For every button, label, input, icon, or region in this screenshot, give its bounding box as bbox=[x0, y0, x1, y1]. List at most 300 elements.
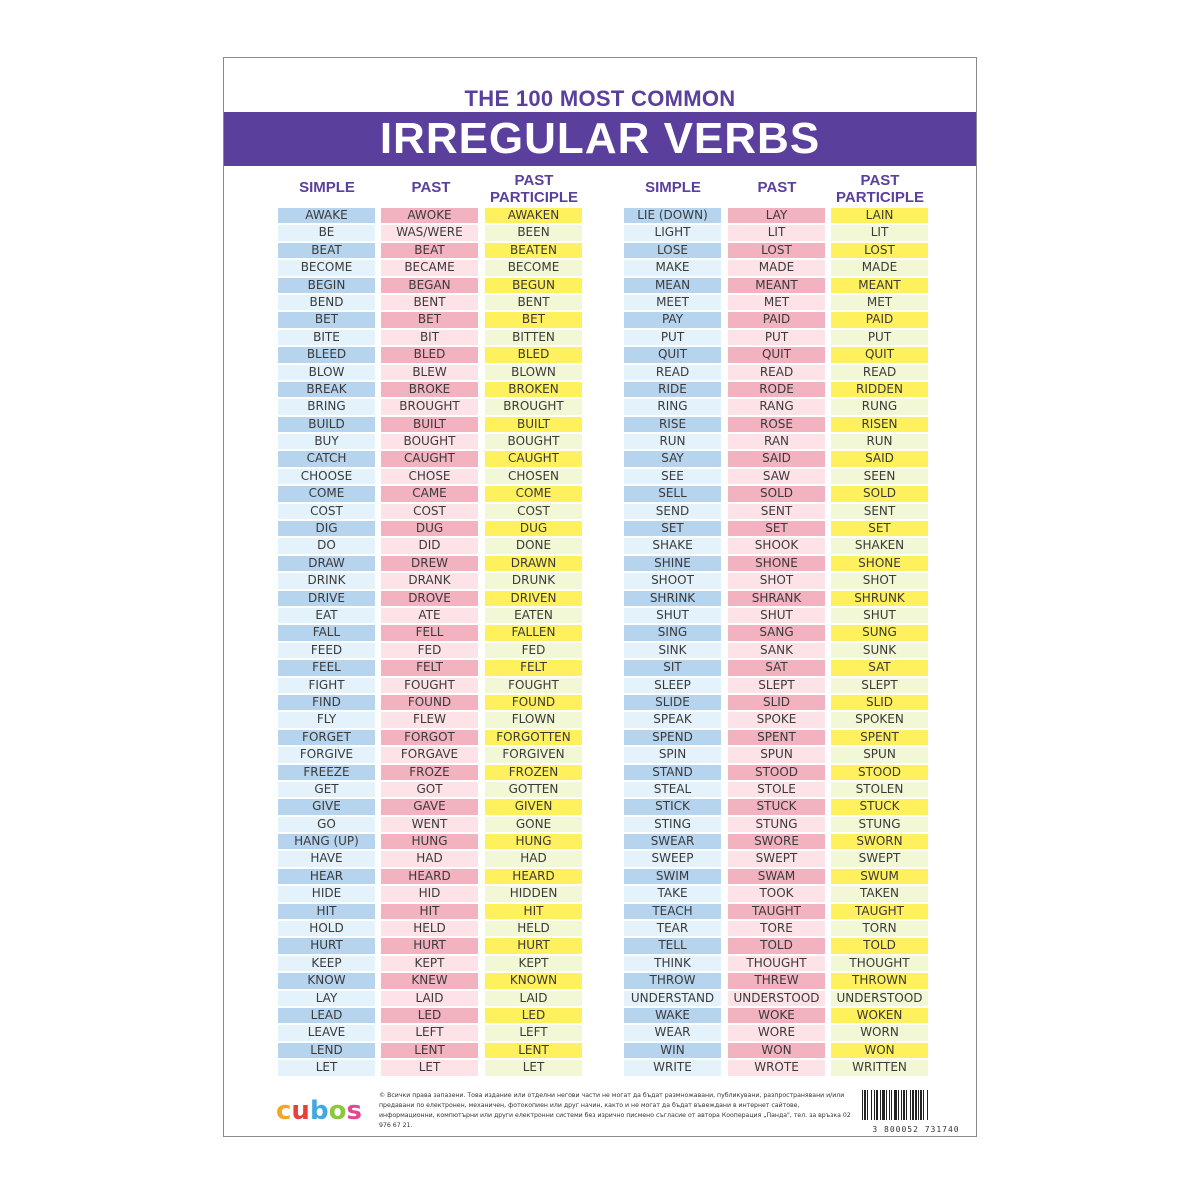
verb-simple-cell: RING bbox=[624, 399, 721, 414]
verb-past-cell: BOUGHT bbox=[381, 434, 478, 449]
verb-participle-cell: TORN bbox=[831, 921, 928, 936]
verb-participle-cell: HAD bbox=[485, 851, 582, 866]
verb-simple-cell: BEAT bbox=[278, 243, 375, 258]
verb-past-cell: LIT bbox=[728, 225, 825, 240]
logo-letter: o bbox=[328, 1096, 347, 1126]
barcode-bar bbox=[880, 1090, 881, 1120]
verb-simple-cell: EAT bbox=[278, 608, 375, 623]
verb-participle-cell: WRITTEN bbox=[831, 1060, 928, 1075]
verb-simple-cell: DRINK bbox=[278, 573, 375, 588]
verb-participle-cell: STOOD bbox=[831, 765, 928, 780]
verb-past-cell: BECAME bbox=[381, 260, 478, 275]
verb-past-cell: SLID bbox=[728, 695, 825, 710]
header-past-left: PAST bbox=[411, 179, 451, 196]
verb-participle-cell: GONE bbox=[485, 817, 582, 832]
verb-past-cell: SWORE bbox=[728, 834, 825, 849]
barcode-bar bbox=[906, 1090, 907, 1120]
verb-past-cell: DROVE bbox=[381, 591, 478, 606]
verb-past-cell: PUT bbox=[728, 330, 825, 345]
verb-past-cell: TOOK bbox=[728, 886, 825, 901]
verb-simple-cell: HIT bbox=[278, 904, 375, 919]
verb-simple-cell: KNOW bbox=[278, 973, 375, 988]
verb-simple-cell: DRIVE bbox=[278, 591, 375, 606]
verb-participle-cell: SUNG bbox=[831, 625, 928, 640]
header-simple-left: SIMPLE bbox=[299, 179, 355, 196]
copyright-text: © Всички права запазени. Това издание или отделни негови части не могат да бъдат размножавани, публикувани, разпространявани и/или предавани по електронен, механичен, фотокопиен или друг начин, както и не могат да бъдат въвеждани в интернет сайтове, информационни, компютърни или други електронни системи без изрично писмено съгласие от автора Кооперация „Панда", тел. за връзка 02 976 67 21. bbox=[379, 1092, 851, 1129]
verb-simple-cell: COST bbox=[278, 504, 375, 519]
header-participle-line2: PARTICIPLE bbox=[835, 189, 925, 206]
logo-letter: u bbox=[291, 1096, 310, 1126]
verb-simple-cell: GIVE bbox=[278, 799, 375, 814]
barcode-bar bbox=[898, 1090, 899, 1120]
logo-letter: b bbox=[309, 1096, 329, 1126]
barcode-bar bbox=[864, 1090, 866, 1120]
verb-past-cell: THOUGHT bbox=[728, 956, 825, 971]
verb-simple-cell: HIDE bbox=[278, 886, 375, 901]
verb-past-cell: LOST bbox=[728, 243, 825, 258]
column-simple-left bbox=[278, 208, 375, 1078]
verb-participle-cell: PUT bbox=[831, 330, 928, 345]
verb-past-cell: STOOD bbox=[728, 765, 825, 780]
verb-participle-cell: SHOT bbox=[831, 573, 928, 588]
verb-participle-cell: WOKEN bbox=[831, 1008, 928, 1023]
verb-past-cell: STUNG bbox=[728, 817, 825, 832]
header-past-right: PAST bbox=[757, 179, 797, 196]
verb-simple-cell: SLIDE bbox=[624, 695, 721, 710]
barcode-bar bbox=[889, 1090, 890, 1120]
verb-past-cell: SAT bbox=[728, 660, 825, 675]
verb-participle-cell: UNDERSTOOD bbox=[831, 991, 928, 1006]
verb-participle-cell: FELT bbox=[485, 660, 582, 675]
verb-participle-cell: GOTTEN bbox=[485, 782, 582, 797]
verb-simple-cell: SHINE bbox=[624, 556, 721, 571]
verb-participle-cell: BENT bbox=[485, 295, 582, 310]
verb-past-cell: BUILT bbox=[381, 417, 478, 432]
verb-simple-cell: FORGIVE bbox=[278, 747, 375, 762]
verb-simple-cell: DIG bbox=[278, 521, 375, 536]
verb-past-cell: RAN bbox=[728, 434, 825, 449]
verb-participle-cell: KNOWN bbox=[485, 973, 582, 988]
verb-simple-cell: SING bbox=[624, 625, 721, 640]
verb-simple-cell: LET bbox=[278, 1060, 375, 1075]
verb-past-cell: SWAM bbox=[728, 869, 825, 884]
verb-simple-cell: MAKE bbox=[624, 260, 721, 275]
poster bbox=[223, 57, 977, 1137]
verb-simple-cell: HAVE bbox=[278, 851, 375, 866]
verb-participle-cell: BLOWN bbox=[485, 365, 582, 380]
verb-participle-cell: DRIVEN bbox=[485, 591, 582, 606]
header-participle-line1: PAST bbox=[514, 172, 554, 189]
barcode-bar bbox=[874, 1090, 875, 1120]
verb-simple-cell: FIND bbox=[278, 695, 375, 710]
verb-past-cell: HAD bbox=[381, 851, 478, 866]
verb-participle-cell: RISEN bbox=[831, 417, 928, 432]
verb-participle-cell: BOUGHT bbox=[485, 434, 582, 449]
verb-past-cell: STUCK bbox=[728, 799, 825, 814]
verb-past-cell: RANG bbox=[728, 399, 825, 414]
barcode-bar bbox=[891, 1090, 892, 1120]
barcode-bar bbox=[876, 1090, 878, 1120]
verb-simple-cell: THROW bbox=[624, 973, 721, 988]
verb-simple-cell: FORGET bbox=[278, 730, 375, 745]
verb-simple-cell: HURT bbox=[278, 938, 375, 953]
verb-participle-cell: BEGUN bbox=[485, 278, 582, 293]
verb-simple-cell: WAKE bbox=[624, 1008, 721, 1023]
verb-simple-cell: READ bbox=[624, 365, 721, 380]
header-participle-left bbox=[486, 172, 582, 206]
verb-past-cell: MEANT bbox=[728, 278, 825, 293]
verb-past-cell: FOUGHT bbox=[381, 678, 478, 693]
verb-simple-cell: RIDE bbox=[624, 382, 721, 397]
verb-participle-cell: WON bbox=[831, 1043, 928, 1058]
verb-participle-cell: BEATEN bbox=[485, 243, 582, 258]
verb-participle-cell: DRAWN bbox=[485, 556, 582, 571]
verb-simple-cell: BUILD bbox=[278, 417, 375, 432]
verb-participle-cell: BECOME bbox=[485, 260, 582, 275]
verb-simple-cell: BUY bbox=[278, 434, 375, 449]
verb-past-cell: LED bbox=[381, 1008, 478, 1023]
verb-simple-cell: LEAD bbox=[278, 1008, 375, 1023]
verb-simple-cell: SHUT bbox=[624, 608, 721, 623]
verb-simple-cell: TELL bbox=[624, 938, 721, 953]
verb-participle-cell: FLOWN bbox=[485, 712, 582, 727]
verb-simple-cell: COME bbox=[278, 486, 375, 501]
column-participle-right bbox=[831, 208, 928, 1078]
verb-participle-cell: SUNK bbox=[831, 643, 928, 658]
verb-past-cell: DRANK bbox=[381, 573, 478, 588]
barcode-bar bbox=[912, 1090, 914, 1120]
verb-simple-cell: LEND bbox=[278, 1043, 375, 1058]
verb-past-cell: MADE bbox=[728, 260, 825, 275]
logo-letter: s bbox=[346, 1096, 362, 1126]
verb-simple-cell: SEND bbox=[624, 504, 721, 519]
verb-past-cell: UNDERSTOOD bbox=[728, 991, 825, 1006]
verb-simple-cell: GET bbox=[278, 782, 375, 797]
verb-simple-cell: STING bbox=[624, 817, 721, 832]
verb-participle-cell: MET bbox=[831, 295, 928, 310]
verb-simple-cell: LEAVE bbox=[278, 1025, 375, 1040]
verb-past-cell: AWOKE bbox=[381, 208, 478, 223]
verb-past-cell: ROSE bbox=[728, 417, 825, 432]
verb-past-cell: SHRANK bbox=[728, 591, 825, 606]
verb-participle-cell: LENT bbox=[485, 1043, 582, 1058]
verb-simple-cell: BLOW bbox=[278, 365, 375, 380]
verb-participle-cell: WORN bbox=[831, 1025, 928, 1040]
verb-simple-cell: FALL bbox=[278, 625, 375, 640]
verb-past-cell: KEPT bbox=[381, 956, 478, 971]
verb-participle-cell: STUNG bbox=[831, 817, 928, 832]
header-participle-right bbox=[832, 172, 928, 206]
verb-past-cell: WORE bbox=[728, 1025, 825, 1040]
verb-simple-cell: RISE bbox=[624, 417, 721, 432]
verb-simple-cell: BEGIN bbox=[278, 278, 375, 293]
column-simple-right bbox=[624, 208, 721, 1078]
verb-simple-cell: SHRINK bbox=[624, 591, 721, 606]
verb-participle-cell: LEFT bbox=[485, 1025, 582, 1040]
verb-past-cell: SPENT bbox=[728, 730, 825, 745]
verb-participle-cell: HIT bbox=[485, 904, 582, 919]
verb-simple-cell: BE bbox=[278, 225, 375, 240]
verb-participle-cell: BROKEN bbox=[485, 382, 582, 397]
verb-past-cell: WENT bbox=[381, 817, 478, 832]
verb-past-cell: SHOOK bbox=[728, 538, 825, 553]
verb-past-cell: FOUND bbox=[381, 695, 478, 710]
verb-participle-cell: COST bbox=[485, 504, 582, 519]
barcode-number: 3 800052 731740 bbox=[872, 1125, 960, 1134]
verb-simple-cell: MEAN bbox=[624, 278, 721, 293]
verb-past-cell: SANK bbox=[728, 643, 825, 658]
verb-past-cell: LENT bbox=[381, 1043, 478, 1058]
verb-participle-cell: LED bbox=[485, 1008, 582, 1023]
verb-participle-cell: TOLD bbox=[831, 938, 928, 953]
verb-participle-cell: THROWN bbox=[831, 973, 928, 988]
verb-simple-cell: SWEAR bbox=[624, 834, 721, 849]
header-simple-right: SIMPLE bbox=[645, 179, 701, 196]
verb-past-cell: LAID bbox=[381, 991, 478, 1006]
verb-simple-cell: BEND bbox=[278, 295, 375, 310]
title-bar bbox=[224, 112, 976, 166]
verb-participle-cell: SWUM bbox=[831, 869, 928, 884]
verb-simple-cell: FREEZE bbox=[278, 765, 375, 780]
verb-past-cell: HID bbox=[381, 886, 478, 901]
verb-simple-cell: STAND bbox=[624, 765, 721, 780]
verb-past-cell: DREW bbox=[381, 556, 478, 571]
verb-participle-cell: AWAKEN bbox=[485, 208, 582, 223]
verb-past-cell: FLEW bbox=[381, 712, 478, 727]
header-participle-line2: PARTICIPLE bbox=[489, 189, 579, 206]
verb-past-cell: TOLD bbox=[728, 938, 825, 953]
verb-simple-cell: SLEEP bbox=[624, 678, 721, 693]
verb-participle-cell: PAID bbox=[831, 312, 928, 327]
verb-participle-cell: READ bbox=[831, 365, 928, 380]
verb-past-cell: BIT bbox=[381, 330, 478, 345]
verb-simple-cell: SHOOT bbox=[624, 573, 721, 588]
verb-past-cell: SHOT bbox=[728, 573, 825, 588]
verb-simple-cell: TAKE bbox=[624, 886, 721, 901]
verb-past-cell: HEARD bbox=[381, 869, 478, 884]
column-participle-left bbox=[485, 208, 582, 1078]
verb-simple-cell: FIGHT bbox=[278, 678, 375, 693]
verb-past-cell: HUNG bbox=[381, 834, 478, 849]
barcode-bar bbox=[862, 1090, 863, 1120]
verb-simple-cell: SET bbox=[624, 521, 721, 536]
barcode-bar bbox=[923, 1090, 924, 1120]
verb-simple-cell: STEAL bbox=[624, 782, 721, 797]
verb-simple-cell: BITE bbox=[278, 330, 375, 345]
verb-participle-cell: KEPT bbox=[485, 956, 582, 971]
verb-simple-cell: RUN bbox=[624, 434, 721, 449]
verb-simple-cell: STICK bbox=[624, 799, 721, 814]
verb-past-cell: BEAT bbox=[381, 243, 478, 258]
verb-participle-cell: HIDDEN bbox=[485, 886, 582, 901]
verb-participle-cell: BEEN bbox=[485, 225, 582, 240]
logo-letter: c bbox=[276, 1096, 292, 1126]
verb-past-cell: THREW bbox=[728, 973, 825, 988]
verb-participle-cell: SHUT bbox=[831, 608, 928, 623]
verb-participle-cell: THOUGHT bbox=[831, 956, 928, 971]
verb-simple-cell: SEE bbox=[624, 469, 721, 484]
verb-participle-cell: EATEN bbox=[485, 608, 582, 623]
verb-past-cell: STOLE bbox=[728, 782, 825, 797]
verb-past-cell: SLEPT bbox=[728, 678, 825, 693]
verb-past-cell: ATE bbox=[381, 608, 478, 623]
verb-simple-cell: SPIN bbox=[624, 747, 721, 762]
verb-past-cell: QUIT bbox=[728, 347, 825, 362]
verb-simple-cell: LOSE bbox=[624, 243, 721, 258]
verb-simple-cell: FEEL bbox=[278, 660, 375, 675]
verb-simple-cell: HEAR bbox=[278, 869, 375, 884]
barcode-bar bbox=[867, 1090, 868, 1120]
verb-simple-cell: SIT bbox=[624, 660, 721, 675]
verb-participle-cell: HELD bbox=[485, 921, 582, 936]
verb-participle-cell: SPENT bbox=[831, 730, 928, 745]
verb-participle-cell: FROZEN bbox=[485, 765, 582, 780]
verb-participle-cell: BUILT bbox=[485, 417, 582, 432]
verb-participle-cell: LIT bbox=[831, 225, 928, 240]
verb-past-cell: SPOKE bbox=[728, 712, 825, 727]
verb-past-cell: BLEW bbox=[381, 365, 478, 380]
verb-participle-cell: SHONE bbox=[831, 556, 928, 571]
verb-past-cell: HURT bbox=[381, 938, 478, 953]
verb-past-cell: SAID bbox=[728, 451, 825, 466]
verb-simple-cell: FEED bbox=[278, 643, 375, 658]
verb-past-cell: BET bbox=[381, 312, 478, 327]
verb-participle-cell: CAUGHT bbox=[485, 451, 582, 466]
verb-participle-cell: FORGOTTEN bbox=[485, 730, 582, 745]
verb-simple-cell: LIGHT bbox=[624, 225, 721, 240]
verb-past-cell: TORE bbox=[728, 921, 825, 936]
verb-past-cell: SET bbox=[728, 521, 825, 536]
verb-participle-cell: STOLEN bbox=[831, 782, 928, 797]
verb-participle-cell: DONE bbox=[485, 538, 582, 553]
verb-past-cell: WROTE bbox=[728, 1060, 825, 1075]
verb-simple-cell: SWIM bbox=[624, 869, 721, 884]
verb-past-cell: FORGAVE bbox=[381, 747, 478, 762]
verb-simple-cell: DRAW bbox=[278, 556, 375, 571]
verb-participle-cell: LAIN bbox=[831, 208, 928, 223]
verb-participle-cell: SLID bbox=[831, 695, 928, 710]
verb-participle-cell: DRUNK bbox=[485, 573, 582, 588]
verb-past-cell: WON bbox=[728, 1043, 825, 1058]
verb-past-cell: GAVE bbox=[381, 799, 478, 814]
verb-past-cell: RODE bbox=[728, 382, 825, 397]
column-past-left bbox=[381, 208, 478, 1078]
verb-simple-cell: TEACH bbox=[624, 904, 721, 919]
verb-simple-cell: BLEED bbox=[278, 347, 375, 362]
verb-past-cell: BROUGHT bbox=[381, 399, 478, 414]
verb-participle-cell: SOLD bbox=[831, 486, 928, 501]
verb-participle-cell: MEANT bbox=[831, 278, 928, 293]
verb-participle-cell: SWEPT bbox=[831, 851, 928, 866]
verb-simple-cell: SPEND bbox=[624, 730, 721, 745]
verb-participle-cell: TAUGHT bbox=[831, 904, 928, 919]
barcode-bar bbox=[903, 1090, 905, 1120]
verb-participle-cell: BLED bbox=[485, 347, 582, 362]
verb-past-cell: FROZE bbox=[381, 765, 478, 780]
verb-simple-cell: SWEEP bbox=[624, 851, 721, 866]
verb-simple-cell: WRITE bbox=[624, 1060, 721, 1075]
barcode-bar bbox=[910, 1090, 911, 1120]
verb-past-cell: SHONE bbox=[728, 556, 825, 571]
verb-participle-cell: HURT bbox=[485, 938, 582, 953]
verb-simple-cell: AWAKE bbox=[278, 208, 375, 223]
barcode-bars bbox=[860, 1090, 972, 1120]
verb-simple-cell: GO bbox=[278, 817, 375, 832]
verb-past-cell: DUG bbox=[381, 521, 478, 536]
verb-past-cell: SHUT bbox=[728, 608, 825, 623]
verb-participle-cell: FOUGHT bbox=[485, 678, 582, 693]
verb-participle-cell: SPUN bbox=[831, 747, 928, 762]
verb-past-cell: HELD bbox=[381, 921, 478, 936]
verb-participle-cell: BITTEN bbox=[485, 330, 582, 345]
verb-past-cell: FED bbox=[381, 643, 478, 658]
verb-simple-cell: WEAR bbox=[624, 1025, 721, 1040]
verb-participle-cell: LOST bbox=[831, 243, 928, 258]
verb-participle-cell: FOUND bbox=[485, 695, 582, 710]
verb-participle-cell: HEARD bbox=[485, 869, 582, 884]
verb-past-cell: WOKE bbox=[728, 1008, 825, 1023]
verb-past-cell: SENT bbox=[728, 504, 825, 519]
verb-participle-cell: STUCK bbox=[831, 799, 928, 814]
verb-simple-cell: SHAKE bbox=[624, 538, 721, 553]
verb-past-cell: CAME bbox=[381, 486, 478, 501]
verb-simple-cell: BET bbox=[278, 312, 375, 327]
verb-participle-cell: SAID bbox=[831, 451, 928, 466]
barcode-bar bbox=[915, 1090, 917, 1120]
verb-simple-cell: BRING bbox=[278, 399, 375, 414]
verb-participle-cell: FED bbox=[485, 643, 582, 658]
verb-participle-cell: FORGIVEN bbox=[485, 747, 582, 762]
verb-past-cell: SANG bbox=[728, 625, 825, 640]
verb-simple-cell: PUT bbox=[624, 330, 721, 345]
verb-past-cell: SOLD bbox=[728, 486, 825, 501]
verb-past-cell: TAUGHT bbox=[728, 904, 825, 919]
verb-simple-cell: HOLD bbox=[278, 921, 375, 936]
verb-simple-cell: CHOOSE bbox=[278, 469, 375, 484]
barcode-bar bbox=[918, 1090, 919, 1120]
poster-subtitle: THE 100 MOST COMMON bbox=[464, 86, 736, 111]
verb-participle-cell: SWORN bbox=[831, 834, 928, 849]
verb-past-cell: BLED bbox=[381, 347, 478, 362]
verb-participle-cell: GIVEN bbox=[485, 799, 582, 814]
verb-simple-cell: TEAR bbox=[624, 921, 721, 936]
verb-past-cell: BENT bbox=[381, 295, 478, 310]
verb-participle-cell: SHAKEN bbox=[831, 538, 928, 553]
verb-past-cell: SWEPT bbox=[728, 851, 825, 866]
verb-simple-cell: BREAK bbox=[278, 382, 375, 397]
verb-participle-cell: RUNG bbox=[831, 399, 928, 414]
poster-title: IRREGULAR VERBS bbox=[379, 114, 821, 163]
verb-past-cell: BEGAN bbox=[381, 278, 478, 293]
verb-past-cell: LET bbox=[381, 1060, 478, 1075]
column-past-right bbox=[728, 208, 825, 1078]
barcode-bar bbox=[927, 1090, 928, 1120]
verb-simple-cell: SINK bbox=[624, 643, 721, 658]
verb-simple-cell: DO bbox=[278, 538, 375, 553]
verb-participle-cell: SHRUNK bbox=[831, 591, 928, 606]
verb-simple-cell: THINK bbox=[624, 956, 721, 971]
barcode-bar bbox=[871, 1090, 872, 1120]
verb-past-cell: LAY bbox=[728, 208, 825, 223]
verb-participle-cell: BET bbox=[485, 312, 582, 327]
verb-past-cell: DID bbox=[381, 538, 478, 553]
verb-participle-cell: SET bbox=[831, 521, 928, 536]
verb-past-cell: READ bbox=[728, 365, 825, 380]
verb-past-cell: BROKE bbox=[381, 382, 478, 397]
verb-past-cell: FELT bbox=[381, 660, 478, 675]
verb-past-cell: LEFT bbox=[381, 1025, 478, 1040]
verb-participle-cell: LAID bbox=[485, 991, 582, 1006]
